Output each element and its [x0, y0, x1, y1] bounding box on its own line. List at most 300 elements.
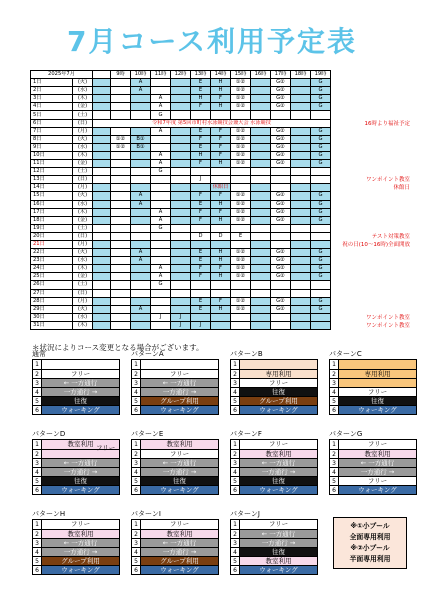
slot-cell: A [131, 79, 151, 87]
slot-cell [271, 313, 291, 321]
slot-cell [131, 111, 151, 119]
slot-cell: G [151, 111, 171, 119]
lane-usage: フリー [240, 379, 317, 387]
date-cell: 29日 [31, 305, 73, 313]
slot-cell [111, 79, 131, 87]
lane-usage: 往復 [240, 477, 317, 485]
lane-number: 6 [231, 406, 240, 414]
slot-cell: G [311, 103, 331, 111]
lane-usage: フリー [42, 520, 119, 529]
lane-usage: 教室利用 [42, 530, 119, 538]
pattern-name: パターンD [32, 430, 66, 438]
pattern-name: パターンH [32, 510, 66, 518]
lane-number: 3 [33, 379, 42, 387]
schedule-row [31, 103, 332, 111]
slot-cell [111, 249, 131, 257]
slot-cell: F [211, 135, 231, 143]
slot-cell [251, 160, 271, 168]
lane-number: 4 [231, 468, 240, 476]
pattern-name: パターンC [329, 350, 362, 358]
slot-cell [211, 176, 231, 184]
weekday-cell: (木) [73, 321, 93, 329]
slot-cell [111, 103, 131, 111]
row-note [331, 143, 332, 151]
slot-cell: H [211, 79, 231, 87]
slot-cell: H [211, 305, 231, 313]
slot-cell: E [191, 200, 211, 208]
slot-cell [111, 184, 131, 192]
schedule-row [31, 160, 332, 168]
slot-cell [251, 273, 271, 281]
slot-cell [311, 313, 331, 321]
row-note [331, 313, 332, 321]
slot-cell [191, 289, 211, 297]
weekday-cell: (水) [73, 313, 93, 321]
date-cell: 8日 [31, 135, 73, 143]
slot-cell: B① [131, 135, 151, 143]
lane-row [132, 440, 218, 449]
lane-row [330, 378, 416, 387]
lane-usage: 教室利用 [141, 440, 218, 449]
slot-cell: A [151, 103, 171, 111]
slot-cell [151, 135, 171, 143]
slot-cell [131, 321, 151, 329]
lane-number: 3 [231, 539, 240, 547]
slot-cell [151, 257, 171, 265]
schedule-row [31, 321, 332, 329]
slot-cell: G [311, 249, 331, 257]
slot-cell [93, 257, 111, 265]
slot-cell: A [151, 160, 171, 168]
lane-row [330, 440, 416, 449]
slot-cell [251, 168, 271, 176]
slot-cell [291, 232, 311, 240]
lane-number: 1 [231, 360, 240, 369]
weekday-cell: (水) [73, 143, 93, 151]
lane-usage: グループ利用 [141, 557, 218, 565]
lane-usage: 一方通行 → [141, 388, 218, 396]
slot-cell [311, 240, 331, 248]
lane-usage: ← 一方通行 [141, 539, 218, 547]
slot-cell [111, 87, 131, 95]
slot-cell: G② [271, 257, 291, 265]
lane-usage: 一方通行 → [141, 548, 218, 556]
slot-cell: A [151, 273, 171, 281]
pool-legend [333, 517, 407, 569]
date-cell: 13日 [31, 176, 73, 184]
lane-number: 4 [33, 468, 42, 476]
slot-cell: A [151, 216, 171, 224]
schedule-row [31, 111, 332, 119]
lane-usage: フリー [240, 520, 317, 529]
slot-cell [171, 200, 191, 208]
slot-cell: G② [271, 135, 291, 143]
time-header: 12時 [171, 71, 191, 79]
slot-cell [251, 200, 271, 208]
weekday-cell: (火) [73, 135, 93, 143]
slot-cell [251, 313, 271, 321]
slot-cell [111, 176, 131, 184]
lane-row [330, 458, 416, 467]
slot-cell [111, 257, 131, 265]
row-note [331, 119, 332, 127]
slot-cell [251, 297, 271, 305]
slot-cell: ①② [231, 160, 251, 168]
lane-number: 5 [132, 397, 141, 405]
slot-cell: G [311, 192, 331, 200]
slot-cell [171, 160, 191, 168]
slot-cell [171, 176, 191, 184]
slot-cell [291, 111, 311, 119]
slot-cell: A [151, 265, 171, 273]
slot-cell [111, 305, 131, 313]
slot-cell: ①② [231, 143, 251, 151]
lane-row [231, 467, 317, 476]
slot-cell: G② [271, 87, 291, 95]
slot-cell: ①② [231, 216, 251, 224]
slot-cell: A [151, 208, 171, 216]
weekday-cell: (日) [73, 119, 93, 127]
slot-cell: F [191, 135, 211, 143]
slot-cell [171, 168, 191, 176]
lane-number: 4 [330, 388, 339, 396]
date-cell: 5日 [31, 111, 73, 119]
slot-cell [151, 184, 171, 192]
slot-cell: H [211, 103, 231, 111]
slot-cell: H [211, 87, 231, 95]
lane-row [33, 360, 119, 369]
schedule-row [31, 297, 332, 305]
slot-cell [311, 184, 331, 192]
lane-table [329, 359, 417, 415]
slot-cell [171, 281, 191, 289]
slot-cell [171, 208, 191, 216]
slot-cell [231, 111, 251, 119]
slot-cell: G [311, 273, 331, 281]
lane-row [330, 396, 416, 405]
lane-row [33, 467, 119, 476]
slot-cell [171, 224, 191, 232]
date-cell: 11日 [31, 160, 73, 168]
slot-cell: F [211, 143, 231, 151]
slot-cell: F [211, 208, 231, 216]
slot-cell: G [311, 151, 331, 159]
slot-cell [291, 160, 311, 168]
lane-usage: ウォーキング [42, 486, 119, 494]
slot-cell [251, 176, 271, 184]
slot-cell [211, 224, 231, 232]
slot-cell [311, 176, 331, 184]
slot-cell [131, 208, 151, 216]
slot-cell [151, 289, 171, 297]
pattern-block [230, 430, 318, 495]
slot-cell: H [211, 257, 231, 265]
schedule-row [31, 168, 332, 176]
slot-cell: ①② [111, 135, 131, 143]
lane-table [32, 359, 120, 415]
slot-cell [291, 143, 311, 151]
pattern-name: 通常 [32, 350, 46, 358]
date-cell: 3日 [31, 95, 73, 103]
lane-usage: ← 一方通行 [42, 459, 119, 467]
lane-usage: 教室利用 [141, 530, 218, 538]
time-header: 15時 [231, 71, 251, 79]
slot-cell: G② [271, 273, 291, 281]
slot-cell: H [211, 249, 231, 257]
lane-row [330, 485, 416, 494]
lane-number: 4 [132, 468, 141, 476]
slot-cell [191, 240, 211, 248]
lane-table [32, 519, 120, 575]
slot-cell: H [211, 273, 231, 281]
row-note [331, 216, 332, 224]
lane-usage [339, 379, 416, 387]
time-header: 13時 [191, 71, 211, 79]
lane-usage: 専用利用 [339, 370, 416, 378]
slot-cell [93, 87, 111, 95]
pattern-block [329, 430, 417, 495]
weekday-cell: (月) [73, 297, 93, 305]
row-note [331, 87, 332, 95]
schedule-row [31, 87, 332, 95]
slot-cell [251, 135, 271, 143]
slot-cell: F [211, 297, 231, 305]
lane-row [132, 467, 218, 476]
lane-number: 2 [33, 530, 42, 538]
slot-cell [93, 265, 111, 273]
lane-row [132, 476, 218, 485]
slot-cell: G② [271, 192, 291, 200]
slot-cell: H [211, 216, 231, 224]
slot-cell [93, 143, 111, 151]
slot-cell [291, 95, 311, 103]
slot-cell [131, 273, 151, 281]
lane-row [33, 520, 119, 529]
lane-row [33, 476, 119, 485]
slot-cell: ①② [231, 249, 251, 257]
schedule-row [31, 119, 332, 127]
slot-cell [151, 232, 171, 240]
schedule-table [30, 70, 332, 330]
slot-cell: F [191, 192, 211, 200]
slot-cell: G [311, 87, 331, 95]
lane-row [33, 387, 119, 396]
slot-cell [171, 192, 191, 200]
row-note [331, 224, 332, 232]
slot-cell [93, 289, 111, 297]
lane-number: 1 [330, 360, 339, 369]
slot-cell [131, 127, 151, 135]
slot-cell: ①② [231, 103, 251, 111]
lane-usage: ウォーキング [141, 566, 218, 574]
slot-cell [271, 176, 291, 184]
slot-cell: E [191, 87, 211, 95]
slot-cell [93, 240, 111, 248]
schedule-row [31, 151, 332, 159]
lane-number: 4 [231, 388, 240, 396]
date-cell: 2日 [31, 87, 73, 95]
lane-number: 6 [33, 406, 42, 414]
slot-cell: G② [271, 200, 291, 208]
lane-row [231, 378, 317, 387]
time-header: 11時 [151, 71, 171, 79]
lane-row [33, 485, 119, 494]
slot-cell [211, 313, 231, 321]
lane-number: 5 [231, 557, 240, 565]
time-header: 17時 [271, 71, 291, 79]
slot-cell [291, 289, 311, 297]
slot-cell: G [311, 208, 331, 216]
lane-usage: フリー [339, 477, 416, 485]
slot-cell: G② [271, 151, 291, 159]
lane-number: 4 [132, 548, 141, 556]
slot-cell [111, 240, 131, 248]
weekday-cell: (木) [73, 95, 93, 103]
lane-number: 3 [132, 539, 141, 547]
pattern-block [230, 510, 318, 575]
lane-number: 3 [33, 459, 42, 467]
slot-cell [191, 111, 211, 119]
slot-cell: E [191, 79, 211, 87]
lane-usage: 往復 [42, 477, 119, 485]
slot-cell [291, 103, 311, 111]
pattern-block [32, 430, 120, 495]
slot-cell [291, 192, 311, 200]
weekday-cell: (木) [73, 265, 93, 273]
slot-cell: G [311, 265, 331, 273]
slot-cell: G② [271, 265, 291, 273]
lane-usage: ← 一方通行 [240, 459, 317, 467]
weekday-cell: (金) [73, 103, 93, 111]
schedule-row [31, 200, 332, 208]
lane-number: 2 [231, 370, 240, 378]
lane-number: 6 [132, 406, 141, 414]
schedule-row [31, 232, 332, 240]
lane-row [132, 529, 218, 538]
lane-number: 3 [330, 459, 339, 467]
row-note-label: 休館日 [393, 185, 410, 192]
lane-row [231, 547, 317, 556]
row-note-label: 祝の日(10～16時)全面開放 [342, 241, 410, 248]
slot-cell [93, 151, 111, 159]
lane-row [231, 440, 317, 449]
lane-row [132, 449, 218, 458]
slot-cell [93, 216, 111, 224]
slot-cell: F [191, 160, 211, 168]
lane-usage: 往復 [240, 388, 317, 396]
slot-cell: F [191, 273, 211, 281]
lane-usage: 往復 [339, 397, 416, 405]
pattern-block [131, 430, 219, 495]
slot-cell: 休館日 [211, 184, 231, 192]
lane-number: 5 [33, 397, 42, 405]
time-header: 19時 [311, 71, 331, 79]
slot-cell [291, 216, 311, 224]
slot-cell [93, 176, 111, 184]
lane-usage: グループ利用 [240, 397, 317, 405]
slot-cell [171, 257, 191, 265]
weekday-cell: (日) [73, 176, 93, 184]
weekday-cell: (月) [73, 240, 93, 248]
lane-row [132, 565, 218, 574]
slot-cell [111, 111, 131, 119]
slot-cell: G [151, 168, 171, 176]
legend-line: ※①小プール [350, 522, 390, 530]
slot-cell: A [131, 249, 151, 257]
slot-cell: J [171, 313, 191, 321]
row-note [331, 151, 332, 159]
lane-number: 6 [330, 486, 339, 494]
slot-cell [93, 208, 111, 216]
slot-cell: A [131, 305, 151, 313]
slot-cell [171, 135, 191, 143]
slot-cell [231, 184, 251, 192]
slot-cell [291, 184, 311, 192]
slot-cell: H [191, 151, 211, 159]
date-cell: 4日 [31, 103, 73, 111]
slot-cell: D [191, 232, 211, 240]
slot-cell [191, 168, 211, 176]
pattern-name: パターンE [131, 430, 164, 438]
slot-cell [291, 265, 311, 273]
weekday-cell: (木) [73, 208, 93, 216]
row-note [331, 200, 332, 208]
schedule-row [31, 249, 332, 257]
lane-row [33, 405, 119, 414]
lane-row [231, 476, 317, 485]
lane-row [231, 387, 317, 396]
schedule-row [31, 184, 332, 192]
lane-row [132, 387, 218, 396]
lane-table [230, 359, 318, 415]
lane-number: 2 [33, 370, 42, 378]
slot-cell [171, 232, 191, 240]
slot-cell [251, 232, 271, 240]
lane-number: 5 [330, 477, 339, 485]
lane-row [33, 565, 119, 574]
lane-number: 2 [330, 370, 339, 378]
lane-table [131, 359, 219, 415]
lane-number: 3 [231, 459, 240, 467]
date-cell: 28日 [31, 297, 73, 305]
slot-cell [251, 265, 271, 273]
lane-row [231, 538, 317, 547]
lane-row [330, 360, 416, 369]
slot-cell: ①② [231, 87, 251, 95]
legend-line: 全面専用利用 [349, 533, 391, 541]
slot-cell [151, 176, 171, 184]
legend-line: 半面専用利用 [349, 555, 391, 563]
date-cell: 31日 [31, 321, 73, 329]
lane-usage: 教室利用 [240, 450, 317, 458]
slot-cell: H [191, 95, 211, 103]
slot-cell [231, 313, 251, 321]
slot-cell: ①② [231, 305, 251, 313]
lane-usage: 往復 [240, 548, 317, 556]
lane-number: 1 [132, 520, 141, 529]
slot-cell: F [191, 265, 211, 273]
slot-cell: G② [271, 79, 291, 87]
slot-cell [251, 103, 271, 111]
row-note-label: ワンポイント教室 [365, 322, 410, 329]
slot-cell [131, 160, 151, 168]
lane-usage: 教室利用 [42, 440, 119, 449]
lane-row [231, 565, 317, 574]
lane-number: 1 [132, 360, 141, 369]
lane-usage: 一方通行 → [240, 468, 317, 476]
slot-cell [131, 151, 151, 159]
lane-usage: 一方通行 → [339, 468, 416, 476]
